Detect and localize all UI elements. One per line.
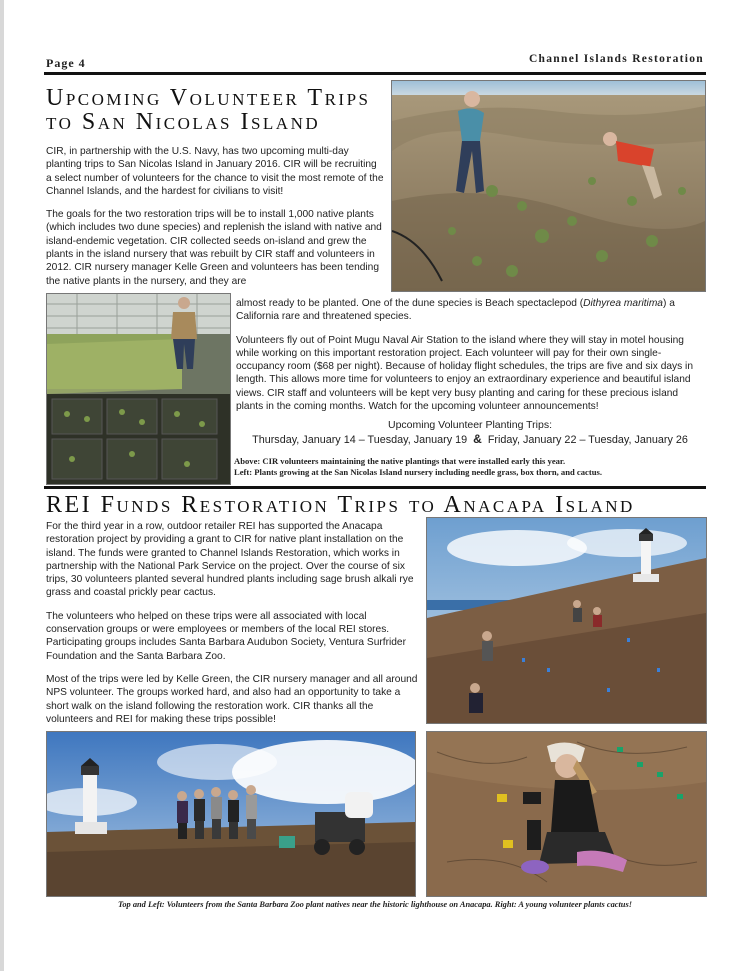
article2-title: REI Funds Restoration Trips to Anacapa Island <box>46 492 635 518</box>
caption-left: Left: Plants growing at the San Nicolas Island nursery including needle grass, box thorn, and cactus. <box>234 467 602 477</box>
caption-above: Above: CIR volunteers maintaining the native plantings that were installed early this year. <box>234 456 566 466</box>
species-name: Dithyrea maritima <box>583 298 663 309</box>
photo-san-nicolas-volunteers-image <box>392 81 705 291</box>
article1-text-top <box>46 145 384 288</box>
article1-title <box>46 86 391 134</box>
trip-date-2: Friday, January 22 – Tuesday, January 26 <box>487 434 688 446</box>
article1-title-line1: Upcoming Volunteer Trips <box>46 85 371 111</box>
photo-anacapa-hillside <box>426 517 707 724</box>
article2-photo-caption: Top and Left: Volunteers from the Santa Barbara Zoo plant natives near the historic lighthouse on Anacapa. Right: A young volunteer plants cactus! <box>118 900 632 909</box>
page-edge <box>0 0 4 971</box>
article1-paragraph-2-continued <box>236 297 704 324</box>
trip-dates-ampersand: & <box>473 432 482 446</box>
article1-paragraph-2-cont-b: ) a California rare and threatened species. <box>236 298 675 323</box>
header-rule <box>44 72 706 75</box>
publication-name: Channel Islands Restoration <box>528 53 704 65</box>
article2-paragraph-3: Most of the trips were led by Kelle Green, the CIR nursery manager and all around NPS volunteer. The groups worked hard, and also had an opportunity to take a short walk on the island following the restoration work. CIR thanks all the volunteers and REI for making these trips possible! <box>46 673 418 725</box>
trip-date-1: Thursday, January 14 – Tuesday, January 19 <box>252 434 468 446</box>
trip-dates-title: Upcoming Volunteer Planting Trips: <box>387 419 552 431</box>
trip-dates <box>236 432 704 446</box>
photo-anacapa-hillside-image <box>427 518 706 723</box>
photo-young-volunteer-image <box>427 732 706 896</box>
photo-young-volunteer <box>426 731 707 897</box>
article1-paragraph-1: CIR, in partnership with the U.S. Navy, has two upcoming multi-day planting trips to San Nicolas Island in January 2016. CIR will be recruiting a select number of volunteers for the chance to visit the most remote of the Channel Islands, and the hardest for civilians to visit! <box>46 146 384 197</box>
article1-title-line2: to San Nicolas Island <box>46 109 321 135</box>
article1-paragraph-3: Volunteers fly out of Point Mugu Naval Air Station to the island where they will stay in motel housing while working on this important restoration project. Each volunteer will pay for their own single-occupancy room ($68 per night). Because of holiday flight schedules, the trips are five and six days in length. This allows more time for volunteers to enjoy an extraordinary experience and beautiful island views. CIR staff and volunteers will be kept very busy planting and caring for these precious island plants in the coming months. Watch for the upcoming volunteer announcements! <box>236 334 693 413</box>
article2-paragraph-1: For the third year in a row, outdoor retailer REI has supported the Anacapa restoration project by providing a grant to CIR for native plant installation on the island. The funds were granted to Channel Islands Restoration, which works in partnership with the National Park Service on the project. Over the course of six trips, 30 volunteers planted several hundred plants including sage brush alkali rye grass and coastal prickly pear cactus. <box>46 521 414 599</box>
photo-zoo-volunteer-group <box>46 731 416 897</box>
section-rule <box>44 486 706 489</box>
article1-paragraph-2: The goals for the two restoration trips will be to install 1,000 native plants (which includes two dune species) and replenish the island with native and island-endemic vegetation. CIR collected seeds on-island and grew the plants in the island nursery that was rebuilt by CIR staff and volunteers in 2012. CIR nursery manager Kelle Green and volunteers has been tending the native plants in the nursery, and they are <box>46 209 382 287</box>
page-number: Page 4 <box>46 56 86 70</box>
article1-text-continued <box>236 297 704 423</box>
article2-paragraph-2: The volunteers who helped on these trips were all associated with local conservation groups or were employees or members of the local REI stores. Participating groups includes Santa Barbara Audubon Society, Ventura Surfrider Foundation and the Santa Barbara Zoo. <box>46 610 406 662</box>
photo-island-nursery-image <box>47 294 230 484</box>
photo-island-nursery <box>46 293 231 485</box>
article1-captions <box>234 456 706 478</box>
article2-text <box>46 520 422 736</box>
article1-paragraph-2-cont-a: almost ready to be planted. One of the dune species is Beach spectaclepod ( <box>236 298 584 309</box>
photo-zoo-volunteer-group-image <box>47 732 415 896</box>
photo-san-nicolas-volunteers <box>391 80 706 292</box>
